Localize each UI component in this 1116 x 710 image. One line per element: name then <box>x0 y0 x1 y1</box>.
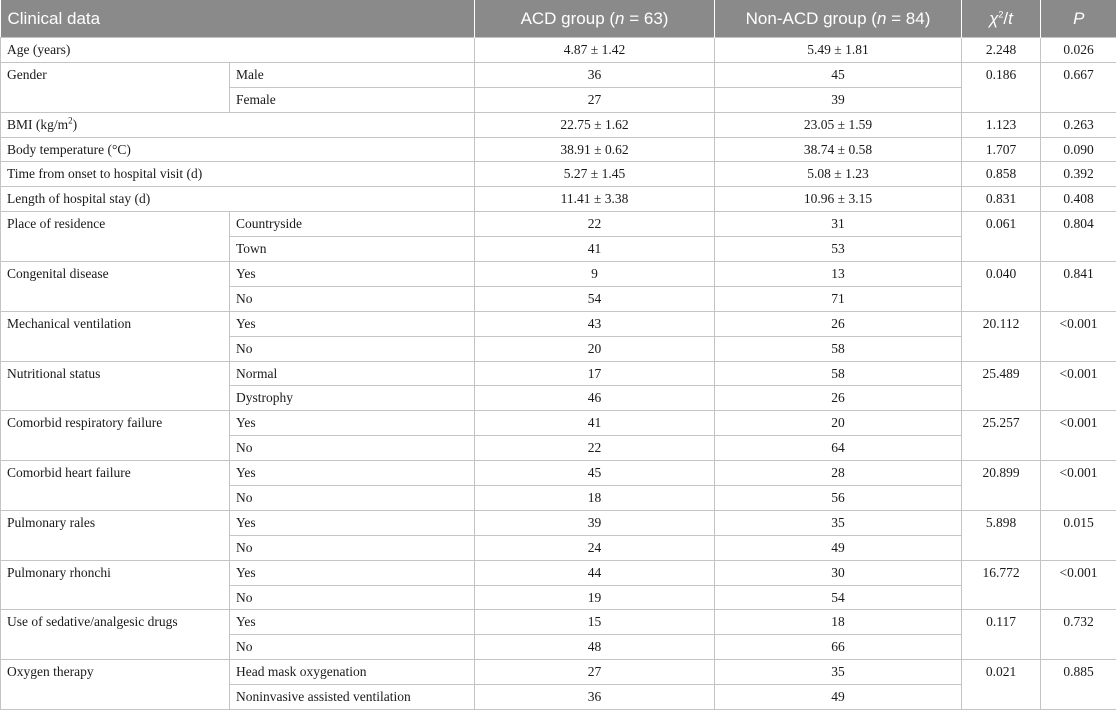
p-value: 0.392 <box>1041 162 1116 187</box>
row-label <box>1 212 230 262</box>
sub-label: Yes <box>230 510 475 535</box>
acd-value: 54 <box>475 286 715 311</box>
p-value: <0.001 <box>1041 560 1116 610</box>
row-label-text: Body temperature (°C) <box>7 141 131 157</box>
sub-label: No <box>230 535 475 560</box>
acd-value: 48 <box>475 635 715 660</box>
non-acd-value: 20 <box>715 411 962 436</box>
acd-value: 15 <box>475 610 715 635</box>
statistic-value: 0.117 <box>962 610 1041 660</box>
acd-value: 20 <box>475 336 715 361</box>
row-label-text: Age (years) <box>7 42 71 57</box>
non-acd-value: 64 <box>715 436 962 461</box>
row-label <box>1 187 475 212</box>
row-label-text: Oxygen therapy <box>7 664 94 680</box>
row-label-text: Gender <box>7 66 47 82</box>
non-acd-value: 53 <box>715 237 962 262</box>
table-row <box>1 361 1116 386</box>
p-value: <0.001 <box>1041 361 1116 411</box>
row-label <box>1 38 475 63</box>
sub-label: No <box>230 286 475 311</box>
non-acd-value: 5.08 ± 1.23 <box>715 162 962 187</box>
sub-label: No <box>230 336 475 361</box>
non-acd-value: 10.96 ± 3.15 <box>715 187 962 212</box>
statistic-value: 0.858 <box>962 162 1041 187</box>
non-acd-value: 35 <box>715 510 962 535</box>
sub-label: Yes <box>230 411 475 436</box>
p-value: 0.408 <box>1041 187 1116 212</box>
row-label-text: Pulmonary rales <box>7 514 96 530</box>
non-acd-value: 66 <box>715 635 962 660</box>
row-label <box>1 112 475 137</box>
table-row <box>1 187 1116 212</box>
acd-value: 46 <box>475 386 715 411</box>
sub-label: No <box>230 436 475 461</box>
sub-label: Yes <box>230 610 475 635</box>
non-acd-value: 35 <box>715 660 962 685</box>
acd-value: 5.27 ± 1.45 <box>475 162 715 187</box>
statistic-value: 0.021 <box>962 660 1041 710</box>
statistic-value: 1.123 <box>962 112 1041 137</box>
row-label-superscript: 2 <box>68 115 73 126</box>
acd-value: 36 <box>475 62 715 87</box>
row-label <box>1 510 230 560</box>
statistic-value: 25.489 <box>962 361 1041 411</box>
row-label-text: BMI (kg/m <box>7 116 69 132</box>
acd-value: 45 <box>475 461 715 486</box>
table-row <box>1 610 1116 635</box>
statistic-value: 5.898 <box>962 510 1041 560</box>
table-row <box>1 411 1116 436</box>
non-acd-value: 26 <box>715 386 962 411</box>
row-label-text: Comorbid respiratory failure <box>7 415 163 431</box>
non-acd-value: 13 <box>715 262 962 287</box>
table-row <box>1 510 1116 535</box>
statistic-value: 0.186 <box>962 62 1041 112</box>
table-row <box>1 660 1116 685</box>
non-acd-value: 39 <box>715 87 962 112</box>
non-acd-value: 49 <box>715 685 962 710</box>
p-value: 0.026 <box>1041 38 1116 63</box>
non-acd-value: 49 <box>715 535 962 560</box>
row-label-text: Length of hospital stay (d) <box>7 191 151 207</box>
header-non-acd-group: Non-ACD group (n = 84) <box>715 0 962 38</box>
statistic-value: 20.899 <box>962 461 1041 511</box>
row-label <box>1 660 230 710</box>
non-acd-value: 45 <box>715 62 962 87</box>
row-label-text: Nutritional status <box>7 365 101 381</box>
header-acd-group: ACD group (n = 63) <box>475 0 715 38</box>
sub-label: No <box>230 585 475 610</box>
table-body <box>1 38 1116 710</box>
p-value: <0.001 <box>1041 311 1116 361</box>
row-label-text: Pulmonary rhonchi <box>7 564 111 580</box>
sub-label: Yes <box>230 311 475 336</box>
sub-label: Yes <box>230 262 475 287</box>
table-row <box>1 162 1116 187</box>
acd-value: 41 <box>475 411 715 436</box>
non-acd-value: 18 <box>715 610 962 635</box>
statistic-value: 0.061 <box>962 212 1041 262</box>
sub-label: Normal <box>230 361 475 386</box>
acd-value: 4.87 ± 1.42 <box>475 38 715 63</box>
row-label <box>1 311 230 361</box>
header-p-value: P <box>1041 0 1116 38</box>
acd-value: 27 <box>475 87 715 112</box>
acd-value: 11.41 ± 3.38 <box>475 187 715 212</box>
acd-value: 19 <box>475 585 715 610</box>
acd-value: 44 <box>475 560 715 585</box>
p-value: 0.263 <box>1041 112 1116 137</box>
p-value: 0.804 <box>1041 212 1116 262</box>
header-row <box>1 0 1116 38</box>
acd-value: 9 <box>475 262 715 287</box>
sub-label: Noninvasive assisted ventilation <box>230 685 475 710</box>
acd-value: 24 <box>475 535 715 560</box>
acd-value: 27 <box>475 660 715 685</box>
row-label-text: Comorbid heart failure <box>7 465 131 481</box>
non-acd-value: 26 <box>715 311 962 336</box>
sub-label: Yes <box>230 560 475 585</box>
sub-label: No <box>230 486 475 511</box>
statistic-value: 16.772 <box>962 560 1041 610</box>
acd-value: 39 <box>475 510 715 535</box>
row-label <box>1 461 230 511</box>
sub-label: Head mask oxygenation <box>230 660 475 685</box>
row-label <box>1 610 230 660</box>
non-acd-value: 31 <box>715 212 962 237</box>
statistic-value: 0.831 <box>962 187 1041 212</box>
p-value: 0.732 <box>1041 610 1116 660</box>
statistic-value: 20.112 <box>962 311 1041 361</box>
row-label <box>1 560 230 610</box>
non-acd-value: 5.49 ± 1.81 <box>715 38 962 63</box>
sub-label: No <box>230 635 475 660</box>
sub-label: Yes <box>230 461 475 486</box>
p-value: 0.841 <box>1041 262 1116 312</box>
non-acd-value: 58 <box>715 361 962 386</box>
acd-value: 41 <box>475 237 715 262</box>
p-value: <0.001 <box>1041 461 1116 511</box>
acd-value: 43 <box>475 311 715 336</box>
sub-label: Town <box>230 237 475 262</box>
table-row <box>1 560 1116 585</box>
row-label-text: Mechanical ventilation <box>7 315 132 331</box>
non-acd-value: 28 <box>715 461 962 486</box>
statistic-value: 25.257 <box>962 411 1041 461</box>
acd-value: 22.75 ± 1.62 <box>475 112 715 137</box>
acd-value: 22 <box>475 212 715 237</box>
acd-value: 36 <box>475 685 715 710</box>
non-acd-value: 71 <box>715 286 962 311</box>
header-chi-t: $\chi^2/t$ <box>962 0 1041 38</box>
row-label <box>1 262 230 312</box>
p-value: 0.885 <box>1041 660 1116 710</box>
acd-value: 22 <box>475 436 715 461</box>
table-row <box>1 38 1116 63</box>
row-label-text: Place of residence <box>7 216 106 232</box>
table-row <box>1 262 1116 287</box>
sub-label: Male <box>230 62 475 87</box>
acd-value: 38.91 ± 0.62 <box>475 137 715 162</box>
sub-label: Female <box>230 87 475 112</box>
acd-value: 18 <box>475 486 715 511</box>
row-label <box>1 411 230 461</box>
non-acd-value: 38.74 ± 0.58 <box>715 137 962 162</box>
p-value: <0.001 <box>1041 411 1116 461</box>
row-label-suffix: ) <box>72 116 78 132</box>
row-label <box>1 162 475 187</box>
header-clinical-data: Clinical data <box>1 0 475 38</box>
table-row <box>1 311 1116 336</box>
sub-label: Dystrophy <box>230 386 475 411</box>
table-row <box>1 212 1116 237</box>
p-value: 0.667 <box>1041 62 1116 112</box>
row-label-text: Time from onset to hospital visit (d) <box>7 166 203 182</box>
acd-value: 17 <box>475 361 715 386</box>
non-acd-value: 56 <box>715 486 962 511</box>
row-label <box>1 137 475 162</box>
statistic-value: 1.707 <box>962 137 1041 162</box>
statistic-value: 0.040 <box>962 262 1041 312</box>
non-acd-value: 54 <box>715 585 962 610</box>
table-row <box>1 112 1116 137</box>
table-row <box>1 62 1116 87</box>
row-label-text: Congenital disease <box>7 266 109 282</box>
table-row <box>1 137 1116 162</box>
row-label <box>1 62 230 112</box>
row-label <box>1 361 230 411</box>
non-acd-value: 30 <box>715 560 962 585</box>
statistic-value: 2.248 <box>962 38 1041 63</box>
non-acd-value: 23.05 ± 1.59 <box>715 112 962 137</box>
p-value: 0.090 <box>1041 137 1116 162</box>
sub-label: Countryside <box>230 212 475 237</box>
table-row <box>1 461 1116 486</box>
table-header <box>1 0 1116 38</box>
non-acd-value: 58 <box>715 336 962 361</box>
row-label-text: Use of sedative/analgesic drugs <box>7 614 178 630</box>
p-value: 0.015 <box>1041 510 1116 560</box>
